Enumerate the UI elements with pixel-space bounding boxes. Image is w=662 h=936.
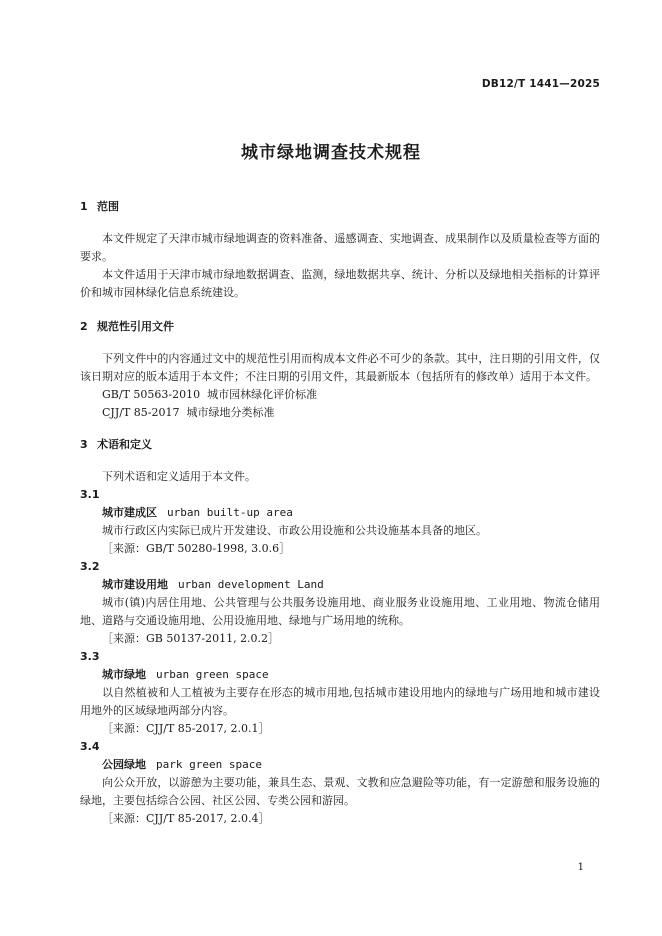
- term-definition: 城市行政区内实际已成片开发建设、市政公用设施和公共设施基本具备的地区。: [102, 524, 487, 537]
- section-title: 规范性引用文件: [97, 320, 174, 333]
- term-source: ［来源：GB 50137-2011, 2.0.2］: [102, 632, 280, 645]
- reference-code: GB/T 50563-2010: [102, 388, 201, 401]
- term-en: urban built-up area: [167, 506, 293, 519]
- paragraph: 本文件规定了天津市城市绿地调查的资料准备、遥感调查、实地调查、成果制作以及质量检查等方面的要求。: [80, 232, 600, 263]
- term-definition: 城市(镇)内居住用地、公共管理与公共服务设施用地、商业服务业设施用地、工业用地、物流仓储用地、道路与交通设施用地、公用设施用地、绿地与广场用地的统称。: [80, 596, 600, 627]
- term-cn: 城市建设用地: [102, 578, 168, 591]
- term-definition: 向公众开放，以游憩为主要功能，兼具生态、景观、文教和应急避险等功能，有一定游憩和服务设施的绿地，主要包括综合公园、社区公园、专类公园和游园。: [80, 776, 600, 807]
- term-heading: [80, 756, 600, 774]
- term-number: 3.4: [80, 740, 100, 753]
- page-number: 1: [577, 862, 584, 873]
- reference-item: [80, 404, 600, 422]
- paragraph: 下列术语和定义适用于本文件。: [102, 470, 256, 483]
- term-source: ［来源：CJJ/T 85-2017, 2.0.1］: [102, 722, 270, 735]
- term-source: ［来源：GB/T 50280-1998, 3.0.6］: [102, 542, 291, 555]
- reference-name: 城市园林绿化评价标准: [207, 388, 318, 401]
- paragraph: 下列文件中的内容通过文中的规范性引用而构成本文件必不可少的条款。其中，注日期的引用文件，仅该日期对应的版本适用于本文件；不注日期的引用文件，其最新版本（包括所有的修改单）适用于本文件。: [80, 352, 600, 383]
- section-heading-normative-references: [80, 320, 600, 334]
- section-number: 3: [80, 438, 88, 451]
- term-source: ［来源：CJJ/T 85-2017, 2.0.4］: [102, 812, 270, 825]
- term-definition: 以自然植被和人工植被为主要存在形态的城市用地,包括城市建设用地内的绿地与广场用地和城市建设用地外的区域绿地两部分内容。: [80, 686, 600, 717]
- term-en: park green space: [156, 758, 262, 771]
- section-heading-scope: [80, 200, 600, 214]
- reference-name: 城市绿地分类标准: [186, 406, 275, 419]
- section-heading-terms-and-definitions: [80, 438, 600, 452]
- term-heading: [80, 576, 600, 594]
- term-cn: 城市绿地: [102, 668, 146, 681]
- term-number: 3.2: [80, 560, 100, 573]
- term-cn: 公园绿地: [102, 758, 146, 771]
- section-number: 2: [80, 320, 88, 333]
- term-heading: [80, 504, 600, 522]
- term-number: 3.1: [80, 488, 100, 501]
- term-heading: [80, 666, 600, 684]
- document-title: 城市绿地调查技术规程: [241, 143, 421, 163]
- term-cn: 城市建成区: [102, 506, 157, 519]
- term-number: 3.3: [80, 650, 100, 663]
- reference-item: [80, 386, 600, 404]
- term-en: urban development Land: [178, 578, 324, 591]
- section-number: 1: [80, 200, 88, 213]
- document-body: [80, 200, 600, 828]
- reference-code: CJJ/T 85-2017: [102, 406, 180, 419]
- paragraph: 本文件适用于天津市城市绿地数据调查、监测，绿地数据共享、统计、分析以及绿地相关指标的计算评价和城市园林绿化信息系统建设。: [80, 268, 600, 299]
- standard-code: DB12/T 1441—2025: [481, 78, 600, 90]
- term-en: urban green space: [156, 668, 269, 681]
- section-title: 范围: [97, 200, 119, 213]
- section-title: 术语和定义: [97, 438, 152, 451]
